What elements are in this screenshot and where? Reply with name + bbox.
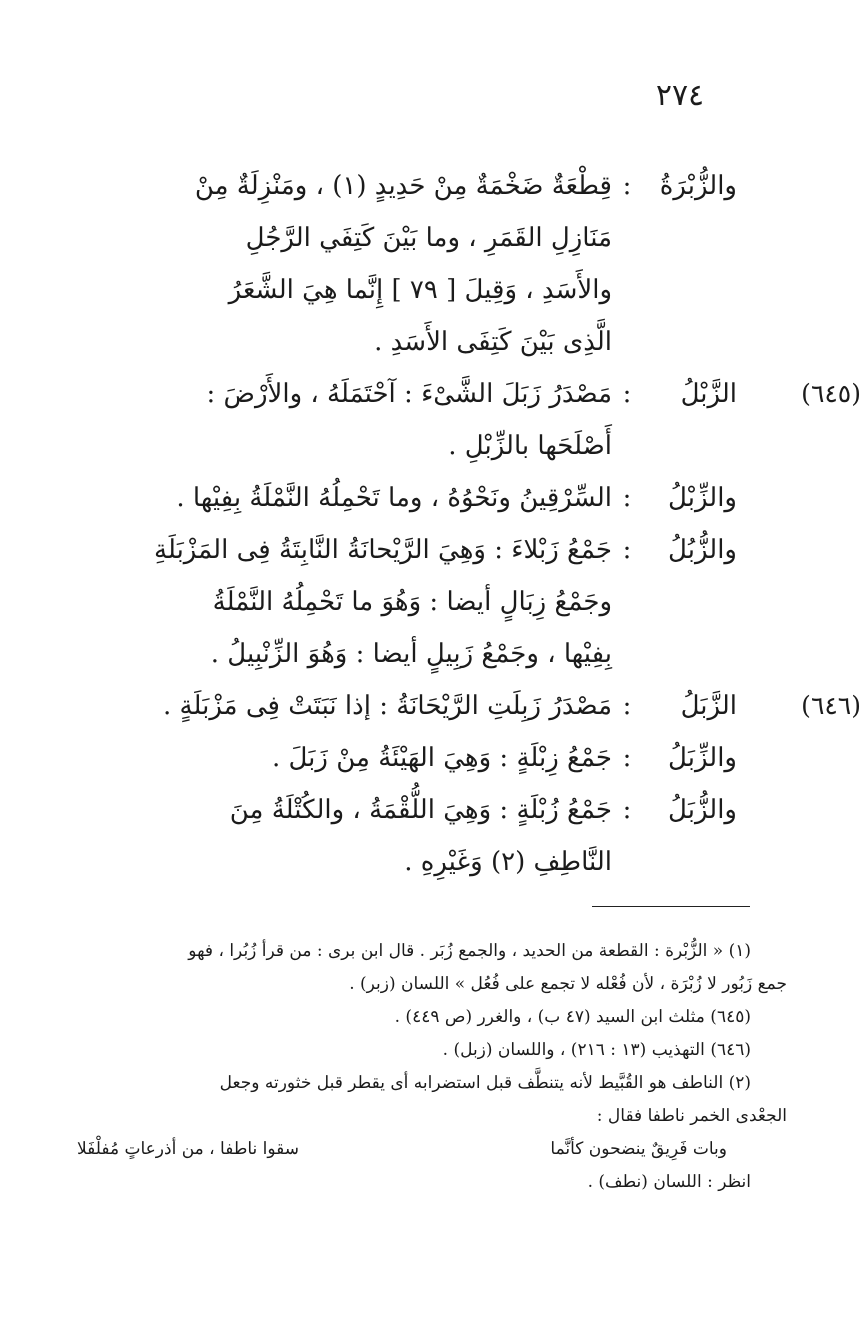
entry-colon: : <box>622 535 632 565</box>
footnote-separator <box>592 906 750 907</box>
entry-colon: : <box>622 171 632 201</box>
footnote-line: (٦٤٥) مثلث ابن السيد (٤٧ ب) ، والغرر (ص ٤٤٩) . <box>394 1007 751 1027</box>
entry <box>0 472 867 524</box>
definition-line: والأَسَدِ ، وَقِيلَ [ ٧٩ ] إِنَّما هِيَ الشَّعَرُ <box>228 275 612 305</box>
footnotes <box>77 935 787 1199</box>
entry-definition <box>90 472 612 524</box>
headword: والزِّبَلُ <box>668 743 737 773</box>
definition-line: جَمْعُ زَبْلاءَ : وَهِيَ الرَّيْحانَةُ النَّابِتَةُ فِى المَزْبَلَةِ <box>154 535 612 565</box>
footnote-line: الجعْدى الخمر ناطفا فقال : <box>596 1106 787 1126</box>
entry-number: (٦٤٥) <box>801 379 861 408</box>
poetry-verse <box>77 1133 787 1166</box>
entry-colon: : <box>622 483 632 513</box>
definition-line: مَصْدَرُ زَبِلَتِ الرَّيْحَانَةُ : إذا نَبَتَتْ فِى مَزْبَلَةٍ . <box>163 691 612 721</box>
definition-line: السِّرْقِينُ ونَحْوُهُ ، وما تَحْمِلُهُ النَّمْلَةُ بِفِيْها . <box>176 483 612 513</box>
headword: الزَّبَلُ <box>680 691 737 721</box>
entry <box>0 524 867 680</box>
definition-line: مَصْدَرُ زَبَلَ الشَّىْءَ : آحْتَمَلَهُ ، والأَرْضَ : <box>206 379 612 409</box>
entry <box>0 784 867 888</box>
verse-first-hemistich: وبات فَرِيقٌ ينضحون كأنَّما <box>550 1139 727 1159</box>
entry-number: (٦٤٦) <box>801 691 861 720</box>
footnote-line: (٦٤٦) التهذيب (١٣ : ٢١٦) ، واللسان (زبل) . <box>442 1040 751 1060</box>
definition-line: بِفِيْها ، وجَمْعُ زَبِيلٍ أيضا : وَهُوَ الزِّنْبِيلُ . <box>210 639 612 669</box>
headword: والزُّبْرَةُ <box>659 171 737 201</box>
entry-colon: : <box>622 743 632 773</box>
entry <box>0 732 867 784</box>
footnote-line: انظر : اللسان (نطف) . <box>587 1172 751 1192</box>
definition-line: أَصْلَحَها بالزِّبْلِ . <box>448 431 612 461</box>
entry-colon: : <box>622 379 632 409</box>
headword: والزُّبُلُ <box>668 535 737 565</box>
footnote-line: (٢) الناطف هو القُبَّيط لأنه يتنطَّف قبل استضرابه أى يقطر قبل خثورته وجعل <box>219 1073 751 1093</box>
verse-second-hemistich: سقوا ناطفا ، من أذرعاتٍ مُفلْفَلا <box>77 1139 300 1159</box>
entry <box>0 368 867 472</box>
entry-colon: : <box>622 795 632 825</box>
headword: الزَّبْلُ <box>680 379 737 409</box>
entry-definition <box>90 524 612 680</box>
definition-line: جَمْعُ زِبْلَةٍ : وَهِيَ الهَيْئَةُ مِنْ زَبَلَ . <box>271 743 612 773</box>
definition-line: جَمْعُ زُبْلَةٍ : وَهِيَ اللُّقْمَةُ ، والكُتْلَةُ مِنَ <box>229 795 612 825</box>
definition-line: مَنَازِلِ القَمَرِ ، وما بَيْنَ كَتِفَي الرَّجُلِ <box>245 223 612 253</box>
entry-definition <box>90 368 612 472</box>
headword: والزِّبْلُ <box>668 483 737 513</box>
entry-definition <box>90 732 612 784</box>
entry-definition <box>90 680 612 732</box>
entry-colon: : <box>622 691 632 721</box>
headword: والزُّبَلُ <box>668 795 737 825</box>
definition-line: النَّاطِفِ (٢) وَغَيْرِهِ . <box>404 847 612 877</box>
footnote-line: (١) « الزُّبْرة : القطعة من الحديد ، والجمع زُبَر . قال ابن برى : من قرأ زُبُرا ، فهو <box>188 941 751 961</box>
definition-line: قِطْعَةٌ ضَخْمَةٌ مِنْ حَدِيدٍ (١) ، ومَنْزِلَةٌ مِنْ <box>194 171 612 201</box>
footnote-line: جمع زَبُور لا زُبْرَة ، لأن فُعْله لا تجمع على فُعُل » اللسان (زبر) . <box>349 974 787 994</box>
entry-definition <box>90 784 612 888</box>
entry-definition <box>90 160 612 368</box>
page-number: ٢٧٤ <box>655 78 705 113</box>
entry <box>0 160 867 368</box>
definition-line: وجَمْعُ زِبَالٍ أيضا : وَهُوَ ما تَحْمِلُهُ النَّمْلَةُ <box>212 587 612 617</box>
entry <box>0 680 867 732</box>
definition-line: الَّذِى بَيْنَ كَتِفَى الأَسَدِ . <box>374 327 612 357</box>
dictionary-entries <box>0 160 867 888</box>
